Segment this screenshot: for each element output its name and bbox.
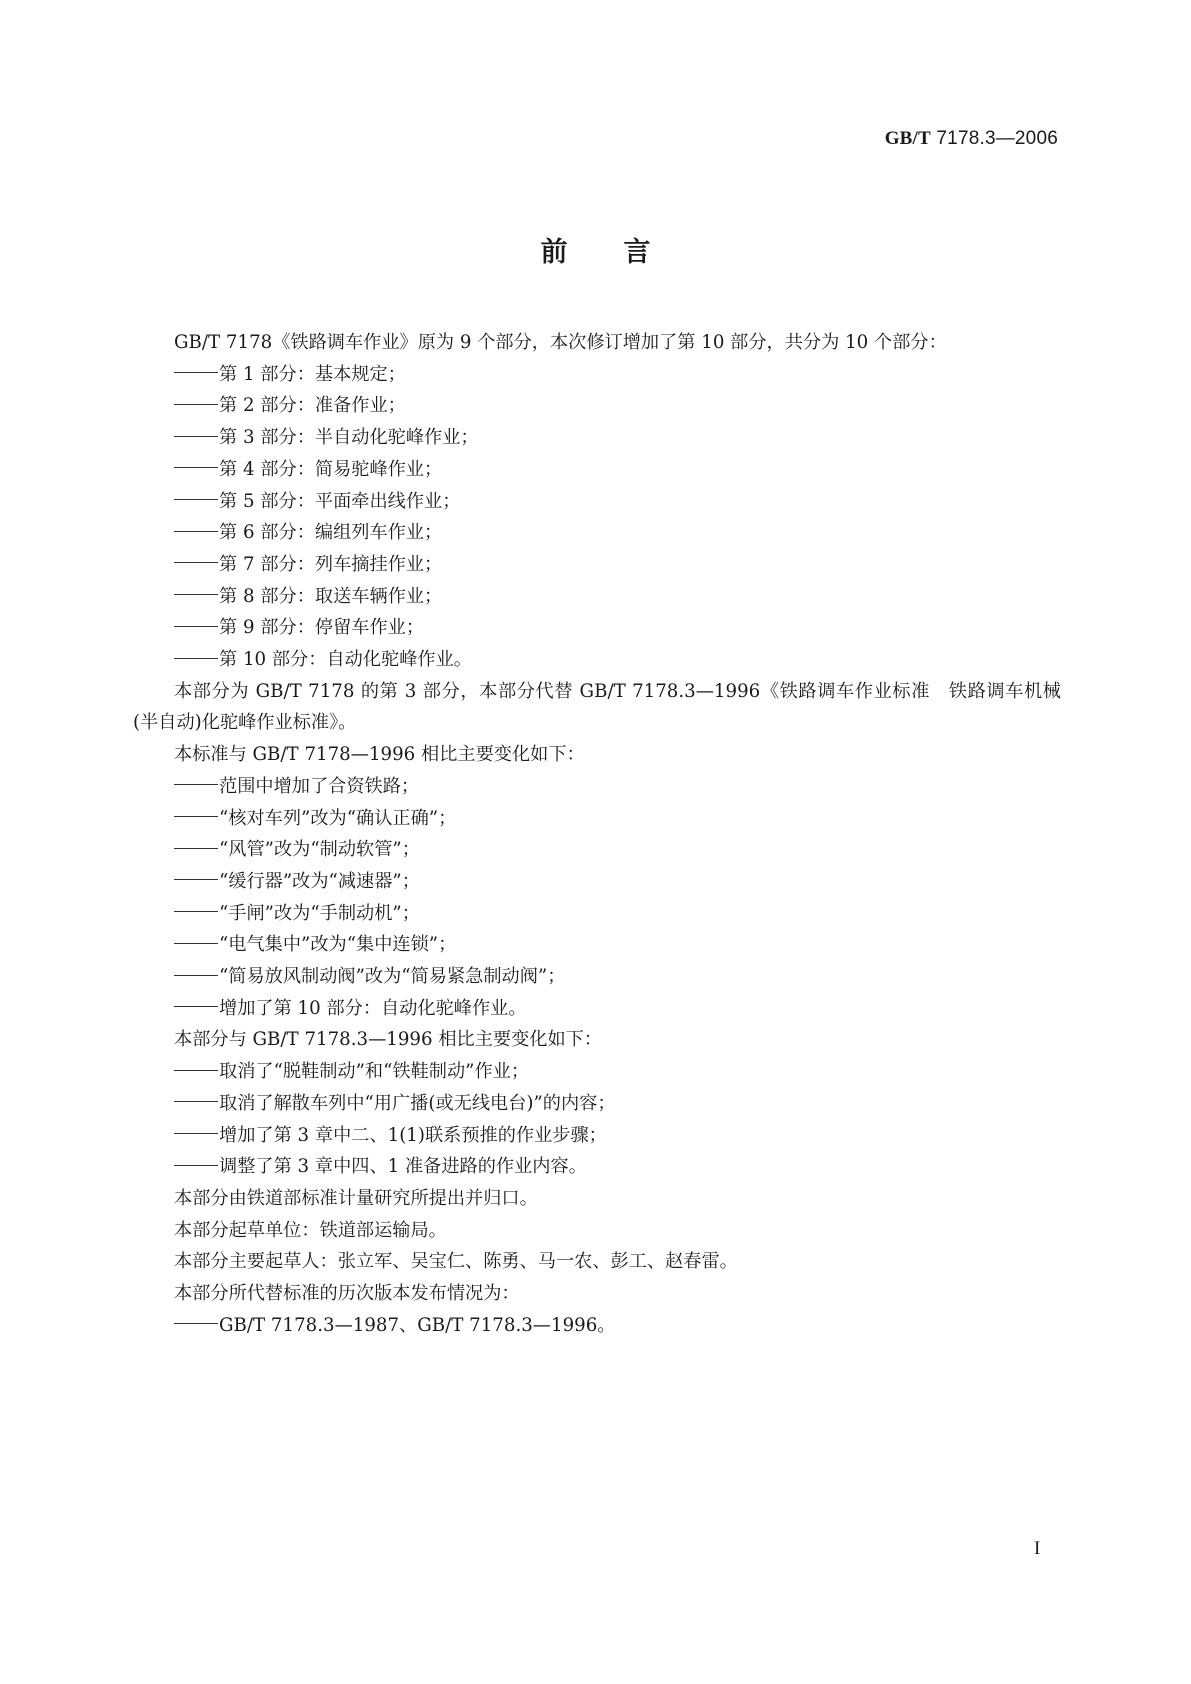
- dash-icon: [174, 499, 218, 500]
- list-item: “风管”改为“制动软管”；: [133, 834, 1061, 866]
- changes-standard-heading: 本标准与 GB/T 7178—1996 相比主要变化如下：: [174, 744, 585, 766]
- list-item: “电气集中”改为“集中连锁”；: [133, 929, 1061, 961]
- dash-icon: [174, 1165, 218, 1166]
- list-item: 取消了“脱鞋制动”和“铁鞋制动”作业；: [133, 1056, 1061, 1088]
- dash-icon: [174, 658, 218, 659]
- list-item: 调整了第 3 章中四、1 准备进路的作业内容。: [133, 1151, 1061, 1183]
- list-item: 第 3 部分：半自动化驼峰作业；: [133, 422, 1061, 454]
- list-item: GB/T 7178.3—1987、GB/T 7178.3—1996。: [133, 1310, 1061, 1342]
- page-title: 前言: [540, 237, 707, 268]
- dash-icon: [174, 911, 218, 912]
- dash-icon: [174, 1101, 218, 1102]
- list-item: 第 5 部分：平面牵出线作业；: [133, 486, 1061, 518]
- list-item: 增加了第 10 部分：自动化驼峰作业。: [133, 993, 1061, 1025]
- list-item: “缓行器”改为“减速器”；: [133, 866, 1061, 898]
- dash-icon: [174, 467, 218, 468]
- list-item: 范围中增加了合资铁路；: [133, 771, 1061, 803]
- list-item: 第 6 部分：编组列车作业；: [133, 517, 1061, 549]
- proposed-by-paragraph: 本部分由铁道部标准计量研究所提出并归口。: [174, 1187, 538, 1209]
- dash-icon: [174, 975, 218, 976]
- list-item: “核对车列”改为“确认正确”；: [133, 803, 1061, 835]
- dash-icon: [174, 943, 218, 944]
- drafting-unit-paragraph: 本部分起草单位：铁道部运输局。: [174, 1219, 447, 1241]
- dash-icon: [174, 404, 218, 405]
- standard-prefix: GB/T: [884, 128, 931, 149]
- dash-icon: [174, 594, 218, 595]
- dash-icon: [174, 1070, 218, 1071]
- standard-number-header: [885, 128, 1058, 150]
- dash-icon: [174, 1006, 218, 1007]
- list-item: 增加了第 3 章中二、1(1)联系预推的作业步骤；: [133, 1120, 1061, 1152]
- list-item: “简易放风制动阀”改为“简易紧急制动阀”；: [133, 961, 1061, 993]
- list-item: “手闸”改为“手制动机”；: [133, 898, 1061, 930]
- list-item: 第 7 部分：列车摘挂作业；: [133, 549, 1061, 581]
- dash-icon: [174, 784, 218, 785]
- foreword-body: [133, 327, 1061, 1342]
- standard-number: 7178.3—2006: [936, 128, 1058, 149]
- dash-icon: [174, 1133, 218, 1134]
- drafters-paragraph: 本部分主要起草人：张立军、吴宝仁、陈勇、马一农、彭工、赵春雷。: [174, 1251, 738, 1273]
- list-item: 第 10 部分：自动化驼峰作业。: [133, 644, 1061, 676]
- dash-icon: [174, 626, 218, 627]
- dash-icon: [174, 848, 218, 849]
- dash-icon: [174, 1323, 218, 1324]
- list-item: 第 8 部分：取送车辆作业；: [133, 581, 1061, 613]
- dash-icon: [174, 879, 218, 880]
- list-item: 第 9 部分：停留车作业；: [133, 612, 1061, 644]
- dash-icon: [174, 816, 218, 817]
- dash-icon: [174, 531, 218, 532]
- list-item: 第 4 部分：简易驼峰作业；: [133, 454, 1061, 486]
- page-number: I: [1034, 1538, 1041, 1559]
- changes-part-heading: 本部分与 GB/T 7178.3—1996 相比主要变化如下：: [174, 1029, 603, 1051]
- dash-icon: [174, 562, 218, 563]
- list-item: 第 1 部分：基本规定；: [133, 359, 1061, 391]
- intro-paragraph: GB/T 7178《铁路调车作业》原为 9 个部分，本次修订增加了第 10 部分，共分为 10 个部分：: [174, 332, 947, 353]
- history-heading: 本部分所代替标准的历次版本发布情况为：: [174, 1283, 520, 1305]
- list-item: 第 2 部分：准备作业；: [133, 390, 1061, 422]
- list-item: 取消了解散车列中“用广播(或无线电台)”的内容；: [133, 1088, 1061, 1120]
- replaces-paragraph: 本部分为 GB/T 7178 的第 3 部分，本部分代替 GB/T 7178.3—1996《铁路调车作业标准 铁路调车机械(半自动)化驼峰作业标准》。: [133, 680, 1061, 734]
- dash-icon: [174, 436, 218, 437]
- dash-icon: [174, 372, 218, 373]
